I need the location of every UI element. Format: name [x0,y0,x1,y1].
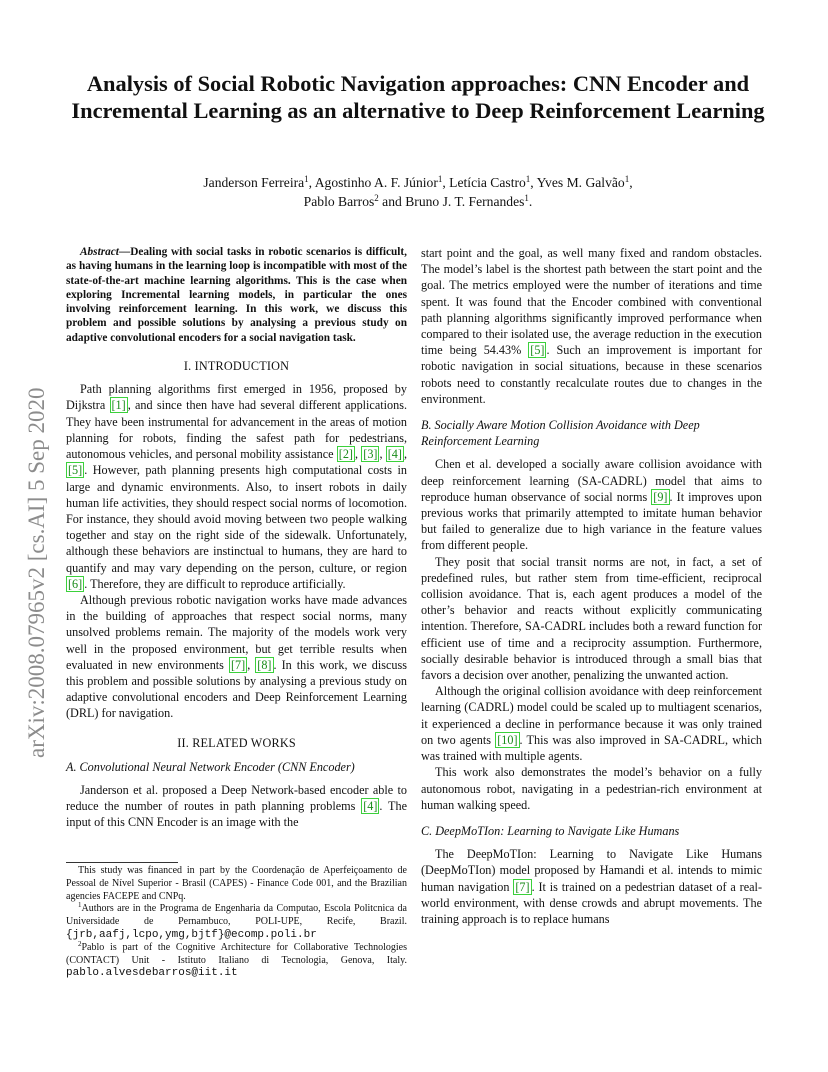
citation-link[interactable]: [7] [230,657,246,672]
paragraph [66,592,407,722]
paragraph [421,456,762,553]
paragraph-text: . Such an improvement is important for robotic navigation in social situations, because in these scenarios robots need to constantly recalculate routes due to changes in the environment. [421,343,763,406]
subsection-heading-deepmotion: C. DeepMoTIon: Learning to Navigate Like Humans [421,823,680,838]
citation-link[interactable]: [4] [363,799,378,814]
footnote-funding: This study was financed in part by the Coordenação de Aperfeiçoamento de Pessoal de Nível Superior - Brasil (CAPES) - Finance Code 001, and the Brazilian agencies FACEPE and CNPq. [66,865,407,902]
section-heading-related-works: II. RELATED WORKS [177,735,296,750]
citation-link[interactable]: [5] [68,463,83,478]
right-column [421,245,762,927]
paragraph-text: Although previous robotic navigation works have made advances in the building of approaches that respect social norms, many unsolved problems remain. The majority of the models work very well in the proposed environment, but get terrible results when evaluated in new environments [66,592,407,672]
paragraph-text: , and since then have had several different applications. They have been instrumental for advancement in the areas of motion planning for robots, finding the safest path for pedestrians, autonomous vehicles, and personal mobility assistance [66,398,408,462]
abstract-label: Abstract [80,246,119,258]
paragraph-text: . In this work, we discuss this problem and possible solutions by analysing a previous study on adaptive convolutional encoders and Deep Reinforcement Learning (DRL) for navigation. [66,657,408,721]
paragraph [421,554,762,684]
abstract-text: —Dealing with social tasks in robotic scenarios is difficult, as having humans in the learning loop is incompatible with most of the state-of-the-art machine learning algorithms. This is the case when exploring Incremental learning models, in particular the ones involving reinforcement learning. In this work, we discuss this problem and possible solutions by analysing a previous study on adaptive convolutional encoders for a social navigation task. [66,246,407,344]
footnote-affiliation-2: $^2$Pablo is part of the Cognitive Architecture for Collaborative Technologies (CONTACT) Unit - Istituto Italiano di Tecnologia, Genova, Italy. pablo.alvesdebarros@iit.it [66,939,407,980]
paragraph-text: They posit that social transit norms are not, in fact, a set of predefined rules, but rather stem from time-efficient, reciprocal collision avoidance. That is, each agent produces a model of the other’s behavior and reacts without explicitly communicating intention. Therefore, SA-CADRL includes both a reward function for efficient use of time and a reciprocity assumption. Furthermore, socially desirable behavior is introduced through a small bias that favors a decision over another, penalizing the unwanted action. [421,554,762,683]
author-name: Letícia Castro [449,175,526,190]
subsection-heading-cnn-encoder: A. Convolutional Neural Network Encoder (CNN Encoder) [66,759,355,774]
citation-link[interactable]: [2] [338,447,353,462]
arxiv-identifier: arXiv:2008.07965v2 [cs.AI] 5 Sep 2020 [24,387,49,758]
author-name: Janderson Ferreira [203,175,305,190]
citation-link[interactable]: [3] [363,447,378,462]
left-column [66,245,407,831]
paper-title: Analysis of Social Robotic Navigation approaches: CNN Encoder and Incremental Learning as an alternative to Deep Reinforcement Learning [71,71,765,123]
affiliation-mark: 1 [304,174,309,184]
paragraph-text: . It is trained on a pedestrian dataset of a real-world environment, with dense crowds and abrupt movements. The training approach is to replace humans [421,879,763,926]
paragraph-text: start point and the goal, as well many fixed and random obstacles. The model’s label is the shortest path between the start point and the goal. The metrics employed were the number of iterations and time spent. It was found that the Encoder combined with conventional path planning algorithms significantly improved performance when compared to their isolated use, the average reduction in the execution time being 54.43% [421,246,762,358]
paragraph-text: Chen et al. developed a socially aware collision avoidance with deep reinforcement learning (SA-CADRL) model that aims to reproduce human observance of social norms [421,457,762,504]
paragraph [421,764,762,813]
citation-link[interactable]: [7] [515,879,530,894]
footnote-rule [66,862,178,863]
citation-link[interactable]: [9] [653,489,668,504]
paragraph-continuation [421,245,762,407]
author-name: Agostinho A. F. Júnior [314,175,438,190]
affiliation-mark: 1 [524,193,529,203]
paragraph-text: . The input of this CNN Encoder is an image with the [66,799,407,830]
email-address[interactable]: pablo.alvesdebarros@iit.it [66,967,238,980]
paragraph-text: . Therefore, they are difficult to reproduce artificially. [84,576,346,591]
affiliation-mark: 1 [525,174,531,184]
author-name: Bruno J. T. Fernandes [405,194,525,209]
citation-link[interactable]: [5] [530,343,545,358]
paragraph [66,782,407,831]
affiliation-mark: 1 [437,174,443,184]
paragraph-text: This work also demonstrates the model’s behavior on a fully autonomous robot, navigating in a pedestrian-rich environment at human walking speed. [421,765,762,812]
paragraph-text: Although the original collision avoidance with deep reinforcement learning (CADRL) model could be scaled up to multiagent scenarios, it experienced a decline in performance because it was only trained on two agents [421,684,762,747]
citation-link[interactable]: [8] [257,657,272,672]
paragraph-text: , [247,657,256,672]
paragraph-text: , [379,447,386,462]
author-list: Janderson Ferreira$^1$, Agostinho A. F. Júnior$^1$, Letícia Castro$^1$, Yves M. Galvão$^1$, Pablo Barros$^2$ and Bruno J. T. Fernandes$^1$. [203,174,633,209]
paragraph-text: . This was also improved in SA-CADRL, which was trained with multiple agents. [421,732,762,764]
section-heading-introduction: I. INTRODUCTION [183,359,290,374]
footnotes [66,862,407,980]
paragraph-text: Path planning algorithms first emerged in 1956, proposed by Dijkstra [66,382,407,413]
arxiv-identifier-stamp [4,300,62,770]
abstract [66,245,407,345]
paragraph-text: The DeepMoTIon: Learning to Navigate Like Humans (DeepMoTIon) model proposed by Hamandi et al. intends to mimic human navigation [421,847,762,894]
paragraph-text: Janderson et al. proposed a Deep Network-based encoder able to reduce the number of routes in path planning problems [66,782,407,814]
subsection-heading-sa-cadrl: B. Socially Aware Motion Collision Avoidance with Deep Reinforcement Learning [421,418,700,449]
citation-link[interactable]: [10] [497,732,518,747]
paragraph-text: . It improves upon previous works that primarily attempted to imitate human behavior but failed to generalize due to high variance in the feature values from different people. [421,489,762,553]
citation-link[interactable]: [1] [111,398,126,413]
affiliation-mark: 2 [374,193,379,203]
paragraph [421,683,762,764]
paragraph-text: , [355,447,362,462]
paragraph [66,381,407,592]
citation-link[interactable]: [6] [68,576,83,591]
author-name: Pablo Barros [303,194,375,209]
paragraph-text: . However, path planning presents high computational costs in large and dynamic environments. Also, to insert robots in daily human life activities, they should respect social norms of locomotion. For instance, they should avoid moving between two people walking together and stay on the right side of the sidewalk. Unfortunately, although these behaviors are instinctual to humans, they are hard to quantify and may vary depending on the person, culture, or region [66,463,407,575]
paragraph-text: , [403,447,408,462]
footnote-affiliation-1: $^1$Authors are in the Programa de Engenharia da Computao, Escola Politcnica da Universidade de Pernambuco, POLI-UPE, Recife, Brazil. {jrb,aafj,lcpo,ymg,bjtf}@ecomp.poli.br [66,901,407,941]
citation-link[interactable]: [4] [387,447,402,462]
paragraph [421,846,762,927]
email-address[interactable]: {jrb,aafj,lcpo,ymg,bjtf}@ecomp.poli.br [66,928,317,941]
affiliation-mark: 1 [624,174,630,184]
author-name: Yves M. Galvão [536,175,625,190]
